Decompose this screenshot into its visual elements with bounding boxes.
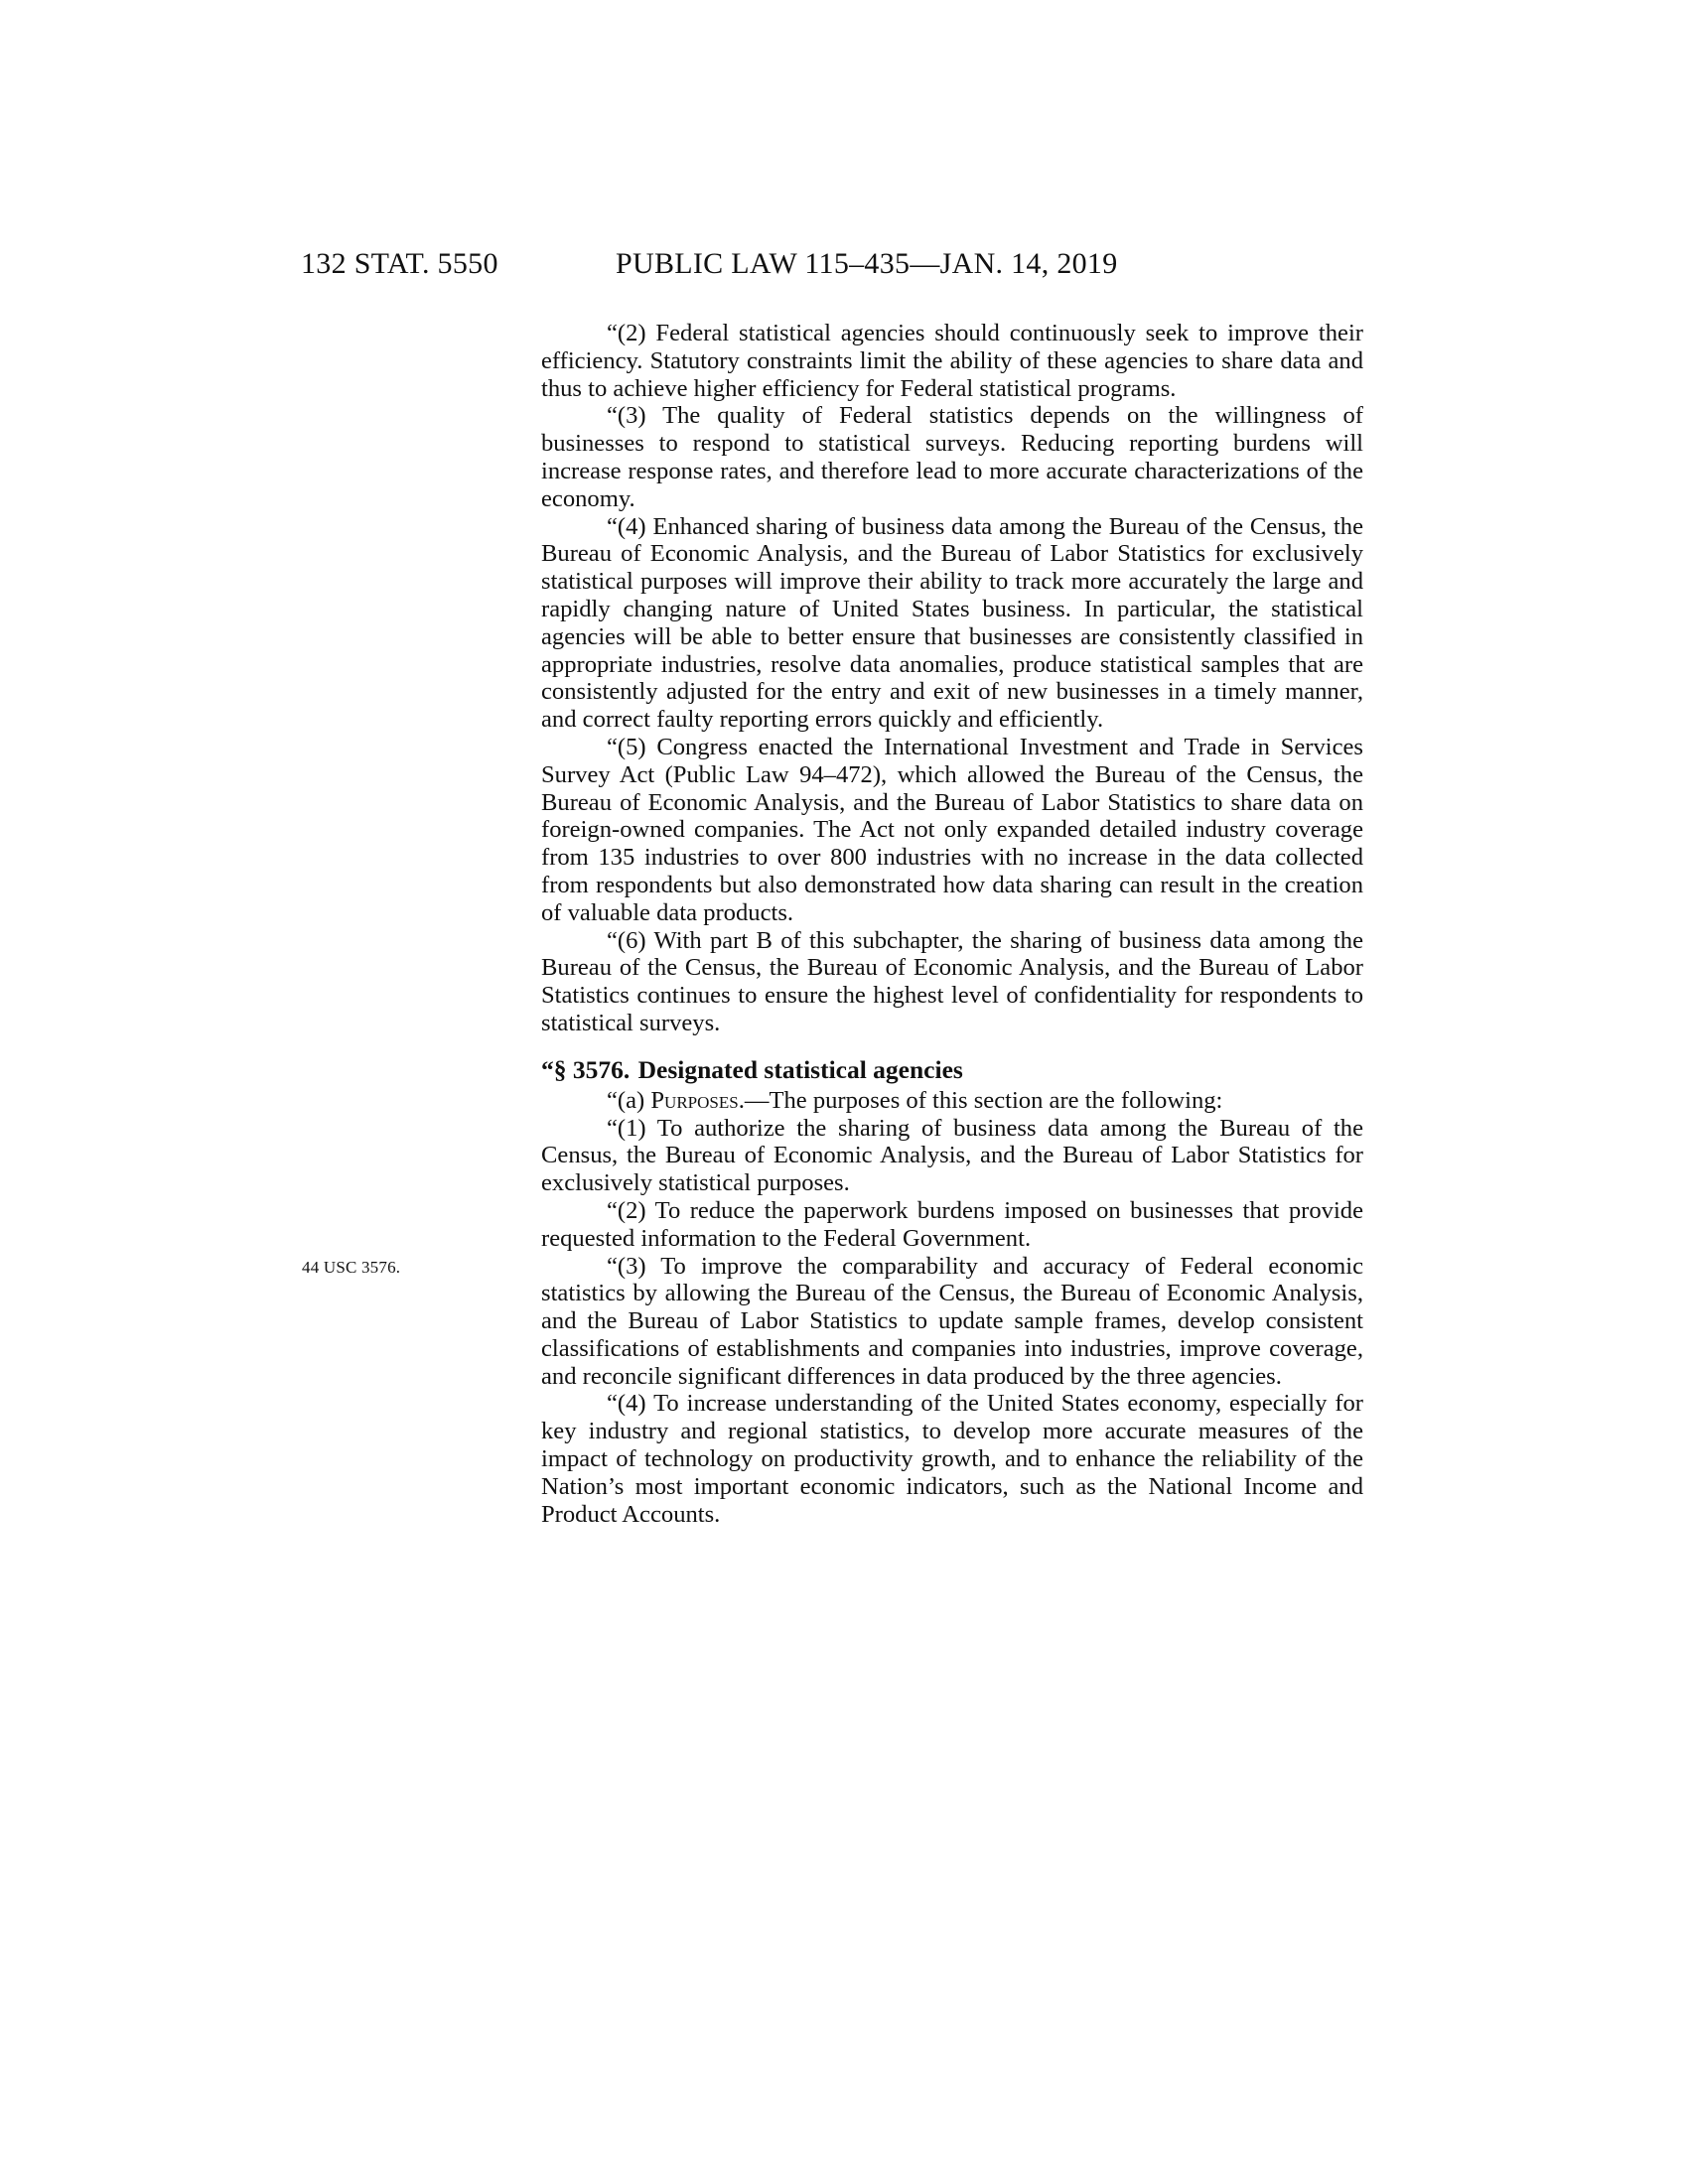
section-title: Designated statistical agencies xyxy=(637,1054,963,1084)
finding-paragraph-5: “(5) Congress enacted the International Investment and Trade in Services Survey Act (Public Law 94–472), which allowed the Bureau of the Census, the Bureau of Economic Analysis, and the Bureau of Labor Statistics to share data on foreign-owned companies. The Act not only expanded detailed industry coverage from 135 industries to over 800 industries with no increase in the data collected from respondents but also demonstrated how data sharing can result in the creation of valuable data products. xyxy=(541,733,1363,926)
section-number: “§ 3576. xyxy=(541,1054,631,1084)
page-header xyxy=(0,244,1688,284)
finding-paragraph-4: “(4) Enhanced sharing of business data among the Bureau of the Census, the Bureau of Economic Analysis, and the Bureau of Labor Statistics for exclusively statistical purposes will improve their ability to track more accurately the large and rapidly changing nature of United States business. In particular, the statistical agencies will be able to better ensure that businesses are consistently classified in appropriate industries, resolve data anomalies, produce statistical samples that are consistently adjusted for the entry and exit of new businesses in a timely manner, and correct faulty reporting errors quickly and efficiently. xyxy=(541,512,1363,734)
page-number: 132 STAT. 5550 xyxy=(301,247,498,280)
purposes-label: Purposes xyxy=(650,1086,739,1114)
finding-paragraph-3: “(3) The quality of Federal statistics depends on the willingness of businesses to respond to statistical surveys. Reducing reporting burdens will increase response rates, and therefore lead to more accurate characterizations of the economy. xyxy=(541,402,1363,512)
purposes-prefix: “(a) xyxy=(607,1086,645,1114)
purpose-paragraph-4: “(4) To increase understanding of the United States economy, especially for key industry and regional statistics, to develop more accurate measures of the impact of technology on productivity growth, and to enhance the reliability of the Nation’s most important economic indicators, such as the National Income and Product Accounts. xyxy=(541,1390,1363,1528)
margin-note-citation: 44 USC 3576. xyxy=(302,1258,401,1277)
purpose-paragraph-3: “(3) To improve the comparability and accuracy of Federal economic statistics by allowing the Bureau of the Census, the Bureau of Economic Analysis, and the Bureau of Labor Statistics to update sample frames, develop consistent classifications of establishments and companies into industries, improve coverage, and reconcile significant differences in data produced by the three agencies. xyxy=(541,1252,1363,1390)
finding-paragraph-2: “(2) Federal statistical agencies should continuously seek to improve their efficiency. Statutory constraints limit the ability of these agencies to share data and thus to achieve higher efficiency for Federal statistical programs. xyxy=(541,320,1363,402)
running-head: PUBLIC LAW 115–435—JAN. 14, 2019 xyxy=(616,247,1118,280)
purpose-paragraph-2: “(2) To reduce the paperwork burdens imposed on businesses that provide requested information to the Federal Government. xyxy=(541,1196,1363,1252)
body-text xyxy=(541,320,1363,1528)
finding-paragraph-6: “(6) With part B of this subchapter, the sharing of business data among the Bureau of the Census, the Bureau of Economic Analysis, and the Bureau of Labor Statistics continues to ensure the highest level of confidentiality for respondents to statistical surveys. xyxy=(541,926,1363,1036)
section-heading xyxy=(541,1055,1363,1085)
purpose-paragraph-1: “(1) To authorize the sharing of business data among the Bureau of the Census, the Bureau of Economic Analysis, and the Bureau of Labor Statistics for exclusively statistical purposes. xyxy=(541,1114,1363,1197)
purposes-intro-paragraph xyxy=(541,1087,1363,1115)
purposes-intro: .—The purposes of this section are the following: xyxy=(738,1086,1223,1114)
